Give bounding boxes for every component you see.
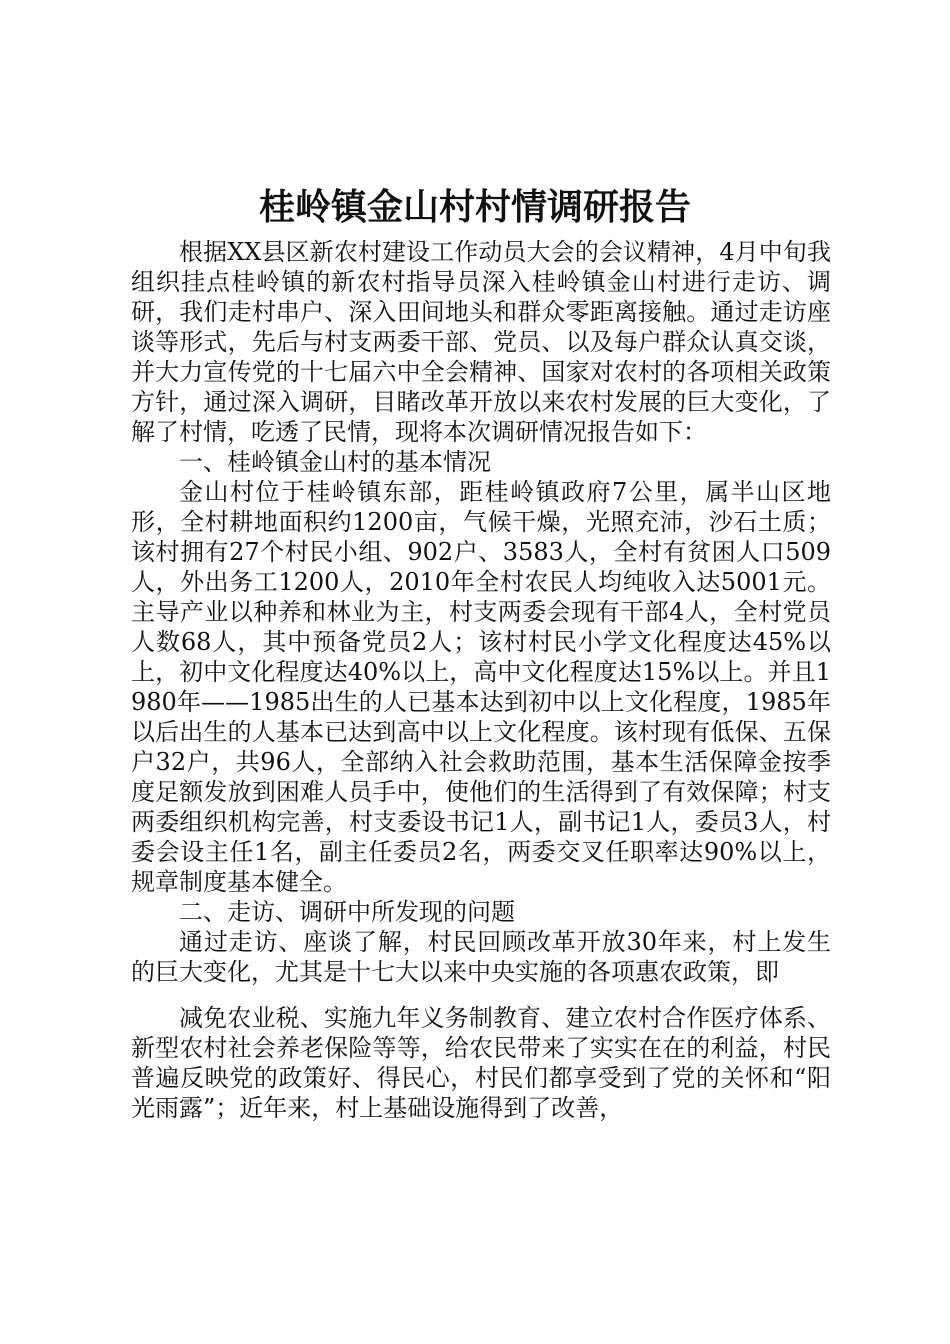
document-body	[131, 237, 831, 1123]
paragraph-intro: 根据XX县区新农村建设工作动员大会的会议精神，4月中旬我组织挂点桂岭镇的新农村指导员深入桂岭镇金山村进行走访、调研，我们走村串户、深入田间地头和群众零距离接触。通过走访座谈等形式，先后与村支两委干部、党员、以及每户群众认真交谈，并大力宣传党的十七届六中全会精神、国家对农村的各项相关政策方针，通过深入调研，目睹改革开放以来农村发展的巨大变化，了解了村情，吃透了民情，现将本次调研情况报告如下：	[131, 238, 831, 446]
section-heading-1: 一、桂岭镇金山村的基本情况	[179, 448, 491, 476]
paragraph-problems-continued: 减免农业税、实施九年义务制教育、建立农村合作医疗体系、新型农村社会养老保险等等，给农民带来了实实在在的利益，村民普遍反映党的政策好、得民心，村民们都享受到了党的关怀和“阳光雨露”；近年来，村上基础设施得到了改善，	[131, 1004, 831, 1122]
paragraph-basic-info: 金山村位于桂岭镇东部，距桂岭镇政府7公里，属半山区地形，全村耕地面积约1200亩，气候干燥，光照充沛，沙石土质；该村拥有27个村民小组、902户、3583人，全村有贫困人口509人，外出务工1200人，2010年全村农民人均纯收入达5001元。主导产业以种养和林业为主，村支两委会现有干部4人，全村党员人数68人，其中预备党员2人；该村村民小学文化程度达45%以上，初中文化程度达40%以上，高中文化程度达15%以上。并且1980年——1985出生的人已基本达到初中以上文化程度，1985年以后出生的人基本已达到高中以上文化程度。该村现有低保、五保户32户，共96人，全部纳入社会救助范围，基本生活保障金按季度足额发放到困难人员手中，使他们的生活得到了有效保障；村支两委组织机构完善，村支委设书记1人，副书记1人，委员3人，村委会设主任1名，副主任委员2名，两委交叉任职率达90%以上，规章制度基本健全。	[131, 478, 831, 896]
paragraph-problems-intro: 通过走访、座谈了解，村民回顾改革开放30年来，村上发生的巨大变化，尤其是十七大以来中央实施的各项惠农政策，即	[131, 928, 831, 986]
document-title: 桂岭镇金山村村情调研报告	[258, 186, 691, 228]
section-heading-2: 二、走访、调研中所发现的问题	[179, 898, 515, 926]
